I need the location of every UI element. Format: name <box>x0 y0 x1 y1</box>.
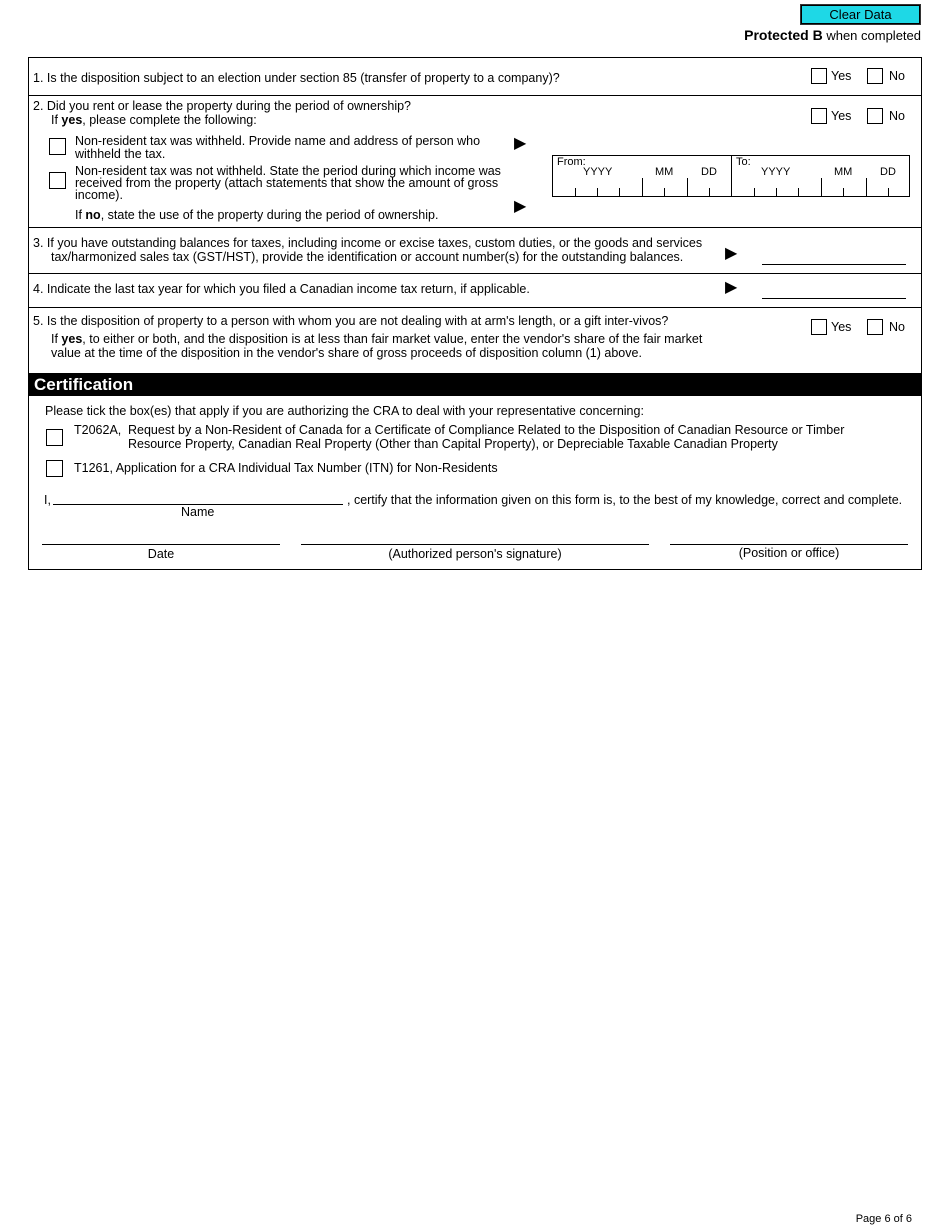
arrow-right-icon: ▶ <box>514 198 527 215</box>
q2-line1: 2. Did you rent or lease the property during the period of ownership? <box>33 99 412 113</box>
q5-yes-checkbox[interactable] <box>811 319 827 335</box>
q5-line2-pre: If <box>51 332 62 346</box>
form-frame <box>28 57 922 570</box>
divider <box>29 227 921 228</box>
arrow-right-icon: ▶ <box>725 279 738 296</box>
date-tick <box>575 188 576 196</box>
q5-no-checkbox[interactable] <box>867 319 883 335</box>
t2062a-checkbox[interactable] <box>46 429 63 446</box>
divider <box>29 273 921 274</box>
t1261-label: T1261, Application for a CRA Individual Tax Number (ITN) for Non-Residents <box>74 461 498 475</box>
q1-text: 1. Is the disposition subject to an election under section 85 (transfer of property to a company)? <box>33 71 560 85</box>
to-yyyy-label: YYYY <box>761 166 791 178</box>
date-divider <box>642 178 643 196</box>
arrow-right-icon: ▶ <box>514 135 527 152</box>
date-tick <box>798 188 799 196</box>
q3-account-number-field[interactable] <box>762 264 906 265</box>
q2-line2-bold: yes <box>61 113 83 127</box>
date-tick <box>843 188 844 196</box>
q2-tax-not-withheld-checkbox[interactable] <box>49 172 66 189</box>
t2062a-line2: Resource Property, Canadian Real Property (Other than Capital Property), or Depreciable Taxable Canadian Property <box>128 437 778 451</box>
signature-label: (Authorized person's signature) <box>388 547 562 561</box>
q2-no-checkbox[interactable] <box>867 108 883 124</box>
q5-line2-bold: yes <box>61 332 83 346</box>
date-separator <box>731 156 732 196</box>
protected-b-notice <box>744 27 921 43</box>
to-label: To: <box>736 156 751 168</box>
cert-i-prefix: I, <box>44 493 51 507</box>
q1-yes-label: Yes <box>831 69 852 83</box>
date-label: Date <box>147 547 175 561</box>
q2-opt2-line3: income). <box>75 188 123 202</box>
q1-no-checkbox[interactable] <box>867 68 883 84</box>
q2-no-label: No <box>889 109 905 123</box>
position-field[interactable] <box>670 544 908 545</box>
date-tick <box>664 188 665 196</box>
from-dd-label: DD <box>701 166 717 178</box>
t2062a-code: T2062A, <box>74 423 122 437</box>
date-divider <box>687 178 688 196</box>
q5-no-label: No <box>889 320 905 334</box>
q3-line2: tax/harmonized sales tax (GST/HST), provide the identification or account number(s) for the outstanding balances. <box>51 250 684 264</box>
q2-line2-pre: If <box>51 113 62 127</box>
q4-text: 4. Indicate the last tax year for which you filed a Canadian income tax return, if applicable. <box>33 282 530 296</box>
q5-line3: value at the time of the disposition in the vendor's share of gross proceeds of disposition column (1) above. <box>51 346 642 360</box>
position-label: (Position or office) <box>738 546 840 560</box>
from-label: From: <box>557 156 586 168</box>
date-divider <box>821 178 822 196</box>
t1261-checkbox[interactable] <box>46 460 63 477</box>
q5-line1: 5. Is the disposition of property to a person with whom you are not dealing with at arm's length, or a gift inter-vivos? <box>33 314 669 328</box>
q2-no-pre: If <box>75 208 86 222</box>
name-label: Name <box>181 505 215 519</box>
q2-yes-label: Yes <box>831 109 852 123</box>
cert-intro: Please tick the box(es) that apply if you are authorizing the CRA to deal with your representative concerning: <box>45 404 644 418</box>
date-tick <box>754 188 755 196</box>
q5-line2-post: , to either or both, and the disposition is at less than fair market value, enter the vendor's share of the fair market <box>82 332 703 346</box>
date-tick <box>776 188 777 196</box>
divider <box>29 95 921 96</box>
q3-line1: 3. If you have outstanding balances for taxes, including income or excise taxes, custom duties, or the goods and services <box>33 236 703 250</box>
to-dd-label: DD <box>880 166 896 178</box>
clear-data-button[interactable]: Clear Data <box>800 4 921 25</box>
q2-yes-checkbox[interactable] <box>811 108 827 124</box>
q5-yes-label: Yes <box>831 320 852 334</box>
signature-field[interactable] <box>301 544 649 545</box>
protected-when-completed: when completed <box>822 28 921 43</box>
from-yyyy-label: YYYY <box>583 166 613 178</box>
t2062a-line1: Request by a Non-Resident of Canada for a Certificate of Compliance Related to the Disposition of Canadian Resource or Timber <box>128 423 845 437</box>
certification-heading: Certification <box>29 373 921 396</box>
q5-line2 <box>51 333 702 346</box>
to-mm-label: MM <box>834 166 853 178</box>
date-tick <box>619 188 620 196</box>
divider <box>29 307 921 308</box>
q1-no-label: No <box>889 69 905 83</box>
date-tick <box>597 188 598 196</box>
q2-opt1-line2: withheld the tax. <box>75 147 166 161</box>
cert-statement: , certify that the information given on this form is, to the best of my knowledge, correct and complete. <box>347 493 903 507</box>
q2-tax-withheld-checkbox[interactable] <box>49 138 66 155</box>
from-mm-label: MM <box>655 166 674 178</box>
q1-yes-checkbox[interactable] <box>811 68 827 84</box>
q2-no-bold: no <box>85 208 101 222</box>
q2-line2-post: , please complete the following: <box>82 113 257 127</box>
date-field[interactable] <box>42 544 280 545</box>
q2-opt1-line1: Non-resident tax was withheld. Provide name and address of person who <box>75 134 481 148</box>
arrow-right-icon: ▶ <box>725 245 738 262</box>
q2-line2 <box>51 114 257 127</box>
q2-opt2-line1: Non-resident tax was not withheld. State the period during which income was <box>75 164 501 178</box>
q4-tax-year-field[interactable] <box>762 298 906 299</box>
q2-no-line <box>75 209 438 222</box>
page-number: Page 6 of 6 <box>855 1213 912 1225</box>
date-tick <box>709 188 710 196</box>
date-divider <box>866 178 867 196</box>
q2-no-post: , state the use of the property during the period of ownership. <box>100 208 439 222</box>
date-tick <box>888 188 889 196</box>
rental-period-date-box <box>552 155 910 197</box>
protected-b-label: Protected B <box>744 27 823 43</box>
q2-opt2-line2: received from the property (attach statements that show the amount of gross <box>75 176 499 190</box>
